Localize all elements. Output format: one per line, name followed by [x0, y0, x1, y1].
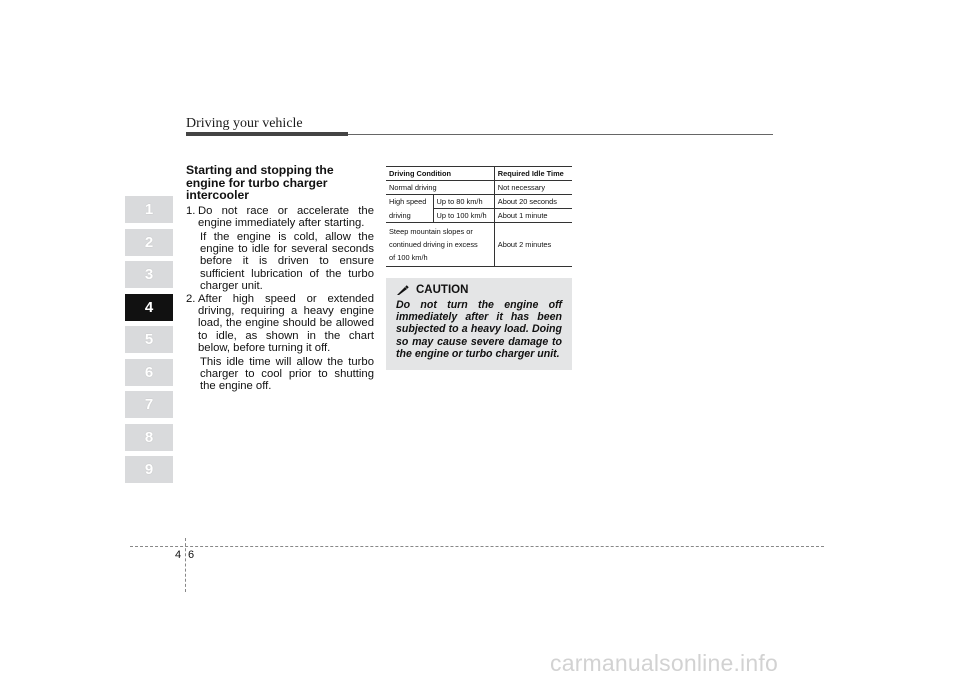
condition-cell: Normal driving — [386, 181, 494, 195]
chapter-tab-5[interactable]: 5 — [125, 326, 173, 353]
caution-title-row — [396, 284, 468, 296]
header-bar — [186, 132, 348, 136]
section-body — [186, 164, 374, 393]
steep-line: continued driving in excess — [389, 240, 478, 249]
header-condition: Driving Condition — [386, 167, 494, 181]
time-cell: About 1 minute — [494, 209, 572, 223]
step-text: After high speed or extended driving, requiring a heavy engine load, the engine should be allowed to idle, as shown in the chart below, before turning it off. — [198, 292, 374, 354]
table-row — [386, 195, 572, 209]
idle-time-table — [386, 166, 572, 267]
chapter-tab-2[interactable]: 2 — [125, 229, 173, 256]
high-speed-label-bottom: driving — [386, 209, 433, 223]
page-chapter: 4 — [175, 549, 182, 561]
table-row — [386, 181, 572, 195]
step-text: Do not race or accelerate the engine immediately after starting. — [198, 204, 374, 229]
steep-line: of 100 km/h — [389, 253, 428, 262]
caution-icon — [396, 285, 410, 296]
chapter-tab-8[interactable]: 8 — [125, 424, 173, 451]
time-cell: About 20 seconds — [494, 195, 572, 209]
step-number: 1. — [186, 204, 196, 217]
page-number: 6 — [188, 549, 195, 561]
table-header-row — [386, 167, 572, 181]
speed-cell: Up to 100 km/h — [433, 209, 494, 223]
chapter-tab-7[interactable]: 7 — [125, 391, 173, 418]
header-rule — [348, 134, 773, 135]
high-speed-label-top: High speed — [386, 195, 433, 209]
chapter-tab-9[interactable]: 9 — [125, 456, 173, 483]
section-heading: Starting and stopping the engine for turbo charger intercooler — [186, 163, 334, 202]
caution-title: CAUTION — [416, 284, 469, 296]
step-subtext: If the engine is cold, allow the engine to idle for several seconds before it is driven to ensure sufficient lubrication of the turbo charger unit. — [200, 230, 374, 292]
caution-text: Do not turn the engine off immediately after it has been subjected to a heavy load. Doing so may cause severe damage to the engine or turbo charger unit. — [396, 299, 562, 360]
speed-cell: Up to 80 km/h — [433, 195, 494, 209]
condition-cell — [386, 223, 494, 267]
step-subtext: This idle time will allow the turbo charger to cool prior to shutting the engine off. — [200, 355, 374, 393]
table-row — [386, 223, 572, 267]
footer-rule — [130, 546, 824, 547]
chapter-tab-1[interactable]: 1 — [125, 196, 173, 223]
step-number: 2. — [186, 292, 196, 305]
chapter-tab-6[interactable]: 6 — [125, 359, 173, 386]
step-1 — [186, 205, 374, 292]
step-2 — [186, 293, 374, 393]
header-title: Driving your vehicle — [186, 116, 303, 131]
watermark: carmanualsonline.info — [550, 650, 778, 676]
chapter-tabs — [125, 196, 173, 489]
time-cell: Not necessary — [494, 181, 572, 195]
chapter-tab-4[interactable]: 4 — [125, 294, 173, 321]
caution-box — [386, 278, 572, 370]
header-time: Required Idle Time — [494, 167, 572, 181]
table-row — [386, 209, 572, 223]
footer-divider — [185, 538, 186, 592]
chapter-tab-3[interactable]: 3 — [125, 261, 173, 288]
time-cell: About 2 minutes — [494, 223, 572, 267]
steep-line: Steep mountain slopes or — [389, 227, 473, 236]
